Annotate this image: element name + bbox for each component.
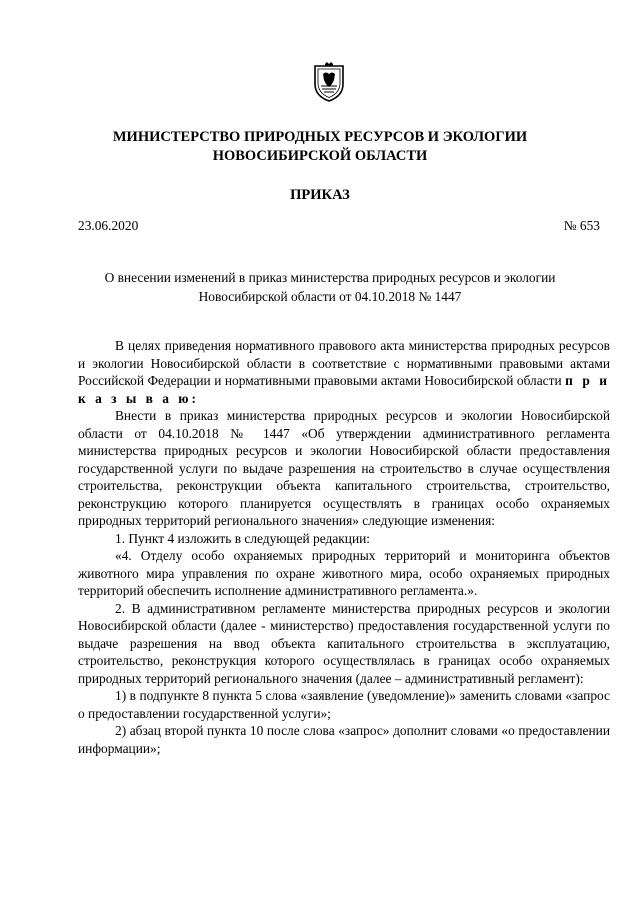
item-1-text: «4. Отделу особо охраняемых природных территорий и мониторинга объектов животного мира управления по охране животного мира, особо охраняемых природных территорий обеспечить исполнение административного регламента.».: [78, 548, 610, 598]
document-date: 23.06.2020: [78, 218, 139, 233]
subitem-1: 1) в подпункте 8 пункта 5 слова «заявление (уведомление)» заменить словами «запрос о предоставлении государственной услуги»;: [78, 688, 610, 721]
subject-line1: О внесении изменений в приказ министерства природных ресурсов и экологии: [104, 270, 556, 285]
subject-line2: Новосибирской области от 04.10.2018 № 1447: [198, 289, 462, 304]
ministry-name: [0, 128, 640, 166]
subitem-2: 2) абзац второй пункта 10 после слова «запрос» дополнит словами «о предоставлении информации»;: [78, 723, 610, 756]
ministry-name-line2: НОВОСИБИРСКОЙ ОБЛАСТИ: [212, 148, 428, 164]
document-subject: [60, 268, 600, 306]
document-type: ПРИКАЗ: [290, 187, 350, 203]
ministry-name-line1: МИНИСТЕРСТВО ПРИРОДНЫХ РЕСУРСОВ И ЭКОЛОГИИ: [112, 129, 528, 145]
document-body: [78, 337, 610, 757]
item-1: 1. Пункт 4 изложить в следующей редакции:: [115, 530, 371, 546]
item-2: 2. В административном регламенте министерства природных ресурсов и экологии Новосибирской области (далее - министерство) предоставления государственной услуги по выдаче разрешения на ввод объекта капитального строительства в эксплуатацию, строительство, реконструкция которого осуществлялась в границах особо охраняемых природных территорий регионального значения (далее – административный регламент):: [78, 600, 610, 686]
intro-paragraph: Внести в приказ министерства природных ресурсов и экологии Новосибирской области от 04.10.2018 № 1447 «Об утверждении административного регламента министерства природных ресурсов и экологии Новосибирской области предоставления государственной услуги по выдаче разрешения на строительство в случае осуществления строительства, реконструкции объекта капитального строительства, строительство, реконструкцию которого планируется осуществлять в границах особо охраняемых природных территорий регионального значения» следующие изменения:: [78, 408, 610, 528]
order-word: п р и к а з ы в а ю:: [78, 373, 610, 406]
coat-of-arms-icon: [312, 62, 346, 102]
preamble-paragraph: [78, 337, 610, 407]
document-number: № 653: [563, 218, 600, 233]
preamble-text: В целях приведения нормативного правового акта министерства природных ресурсов и экологии Новосибирской области в соответствие с нормативными правовыми актами Российской Федерации и нормативными правовыми актами Новосибирской области: [78, 338, 610, 388]
